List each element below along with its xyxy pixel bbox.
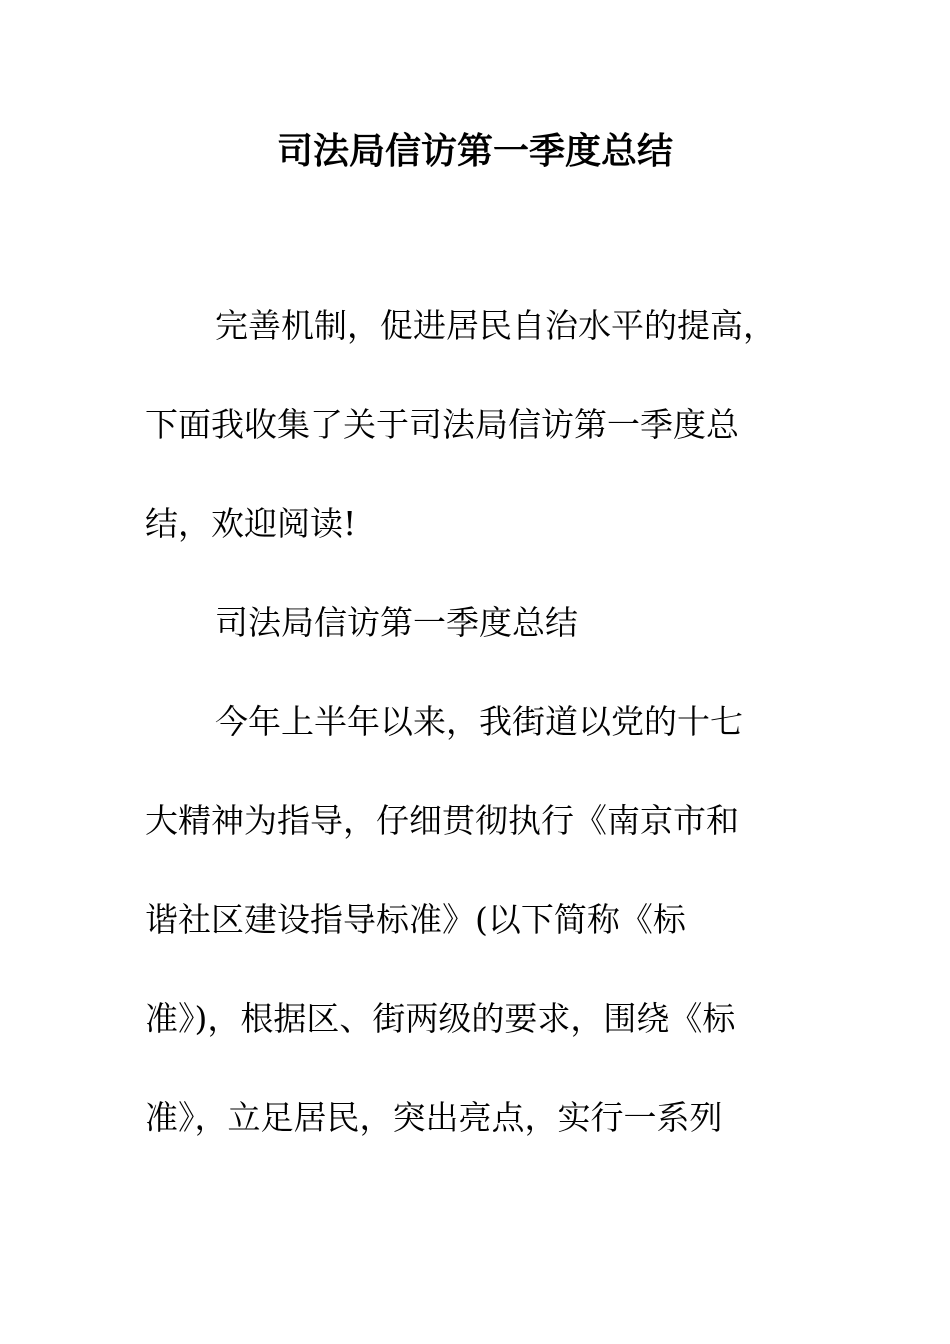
paragraph-line: 谐社区建设指导标准》(以下简称《标 [145,900,686,939]
document-title: 司法局信访第一季度总结 [276,131,673,172]
paragraph-line: 结，欢迎阅读! [145,504,357,543]
paragraph-line: 今年上半年以来，我街道以党的十七 [215,702,743,741]
paragraph-line: 准》，立足居民，突出亮点，实行一系列 [145,1098,723,1137]
paragraph-line: 下面我收集了关于司法局信访第一季度总 [145,405,739,444]
paragraph-line: 准》)，根据区、街两级的要求，围绕《标 [145,999,736,1038]
paragraph-line: 大精神为指导，仔细贯彻执行《南京市和 [145,801,739,840]
paragraph-line: 完善机制，促进居民自治水平的提高， [215,306,776,345]
section-heading-line: 司法局信访第一季度总结 [215,603,578,642]
